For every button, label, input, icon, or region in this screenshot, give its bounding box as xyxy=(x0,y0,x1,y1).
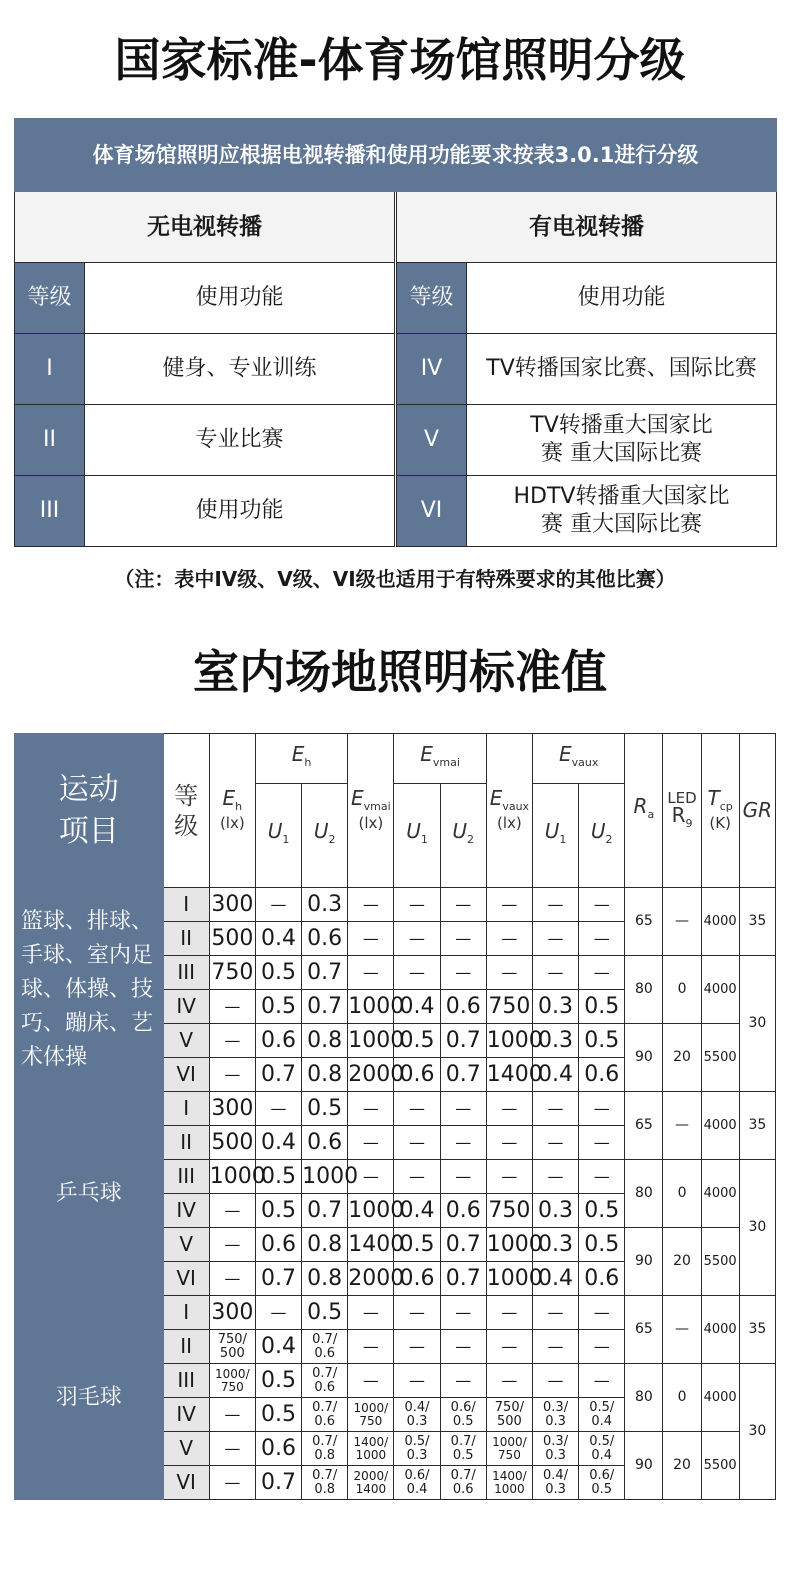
value-cell: — xyxy=(394,956,440,990)
grading-table xyxy=(14,118,777,547)
value-cell: 1000 xyxy=(348,1024,394,1058)
evmai-symbol: E xyxy=(351,785,364,810)
value-cell: 0.6/ 0.5 xyxy=(440,1398,486,1432)
ra-cell: 90 xyxy=(625,1024,663,1092)
grade-cell: IV xyxy=(163,1398,209,1432)
value-cell: — xyxy=(579,1126,625,1160)
evmai-uniformity-header xyxy=(394,734,486,784)
value-cell: — xyxy=(440,1160,486,1194)
tcp-cell: 5500 xyxy=(701,1228,739,1296)
grade-cell: II xyxy=(163,922,209,956)
value-cell: 0.4/ 0.3 xyxy=(394,1398,440,1432)
value-cell: 0.3/ 0.3 xyxy=(532,1398,578,1432)
value-cell: — xyxy=(348,1296,394,1330)
uniformity-u1-header xyxy=(255,784,301,888)
value-cell: — xyxy=(579,956,625,990)
value-cell: 0.3 xyxy=(532,990,578,1024)
uniformity-u1-header xyxy=(394,784,440,888)
value-cell: 0.7/ 0.6 xyxy=(440,1466,486,1500)
ra-cell: 65 xyxy=(625,1296,663,1364)
u-symbol-subscript: 1 xyxy=(282,833,290,846)
value-cell: — xyxy=(440,922,486,956)
page-title: 国家标准-体育场馆照明分级 xyxy=(114,33,686,87)
value-cell: — xyxy=(209,1194,255,1228)
grading-note: （注：表中IV级、V级、VI级也适用于有特殊要求的其他比赛） xyxy=(114,567,676,591)
value-cell: 0.6 xyxy=(255,1228,301,1262)
evmai-symbol-subscript: vmai xyxy=(363,799,391,813)
value-cell: 500 xyxy=(209,922,255,956)
value-cell: — xyxy=(486,1092,532,1126)
value-cell: 750 xyxy=(486,1194,532,1228)
grade-cell: VI xyxy=(163,1466,209,1500)
value-cell: — xyxy=(348,956,394,990)
lighting-standards-table xyxy=(14,733,776,1500)
function-label-left: 使用功能 xyxy=(85,263,395,334)
value-cell: 0.3 xyxy=(302,888,348,922)
value-cell: — xyxy=(486,1330,532,1364)
tcp-cell: 4000 xyxy=(701,888,739,956)
value-cell: — xyxy=(209,1262,255,1296)
value-cell: 1400 xyxy=(486,1058,532,1092)
value-cell: 0.6 xyxy=(302,922,348,956)
value-cell: 0.7 xyxy=(440,1058,486,1092)
value-cell: 0.7/ 0.6 xyxy=(302,1330,348,1364)
value-cell: 0.8 xyxy=(302,1024,348,1058)
r9-symbol: R xyxy=(671,802,686,827)
value-cell: — xyxy=(440,1364,486,1398)
value-cell: 1000/ 750 xyxy=(348,1398,394,1432)
function-cell: HDTV转播重大国家比赛 重大国际比赛 xyxy=(467,476,777,547)
value-cell: 0.5 xyxy=(394,1228,440,1262)
value-cell: 0.6/ 0.4 xyxy=(394,1466,440,1500)
tcp-symbol: T xyxy=(707,785,720,810)
gr-cell: 35 xyxy=(739,1296,775,1364)
eh-symbol: E xyxy=(291,742,305,766)
u-symbol: U xyxy=(452,819,468,843)
grade-cell: IV xyxy=(163,990,209,1024)
value-cell: — xyxy=(532,956,578,990)
value-cell: 0.4 xyxy=(394,1194,440,1228)
value-cell: — xyxy=(348,1330,394,1364)
value-cell: 0.6/ 0.5 xyxy=(579,1466,625,1500)
value-cell: — xyxy=(209,990,255,1024)
grade-cell: I xyxy=(15,334,85,405)
evaux-illuminance-header xyxy=(486,734,532,888)
grade-cell: IV xyxy=(163,1194,209,1228)
value-cell: 500 xyxy=(209,1126,255,1160)
value-cell: — xyxy=(486,1160,532,1194)
value-cell: 0.5 xyxy=(255,1160,301,1194)
value-cell: 0.5/ 0.4 xyxy=(579,1432,625,1466)
value-cell: — xyxy=(348,922,394,956)
value-cell: 0.8 xyxy=(302,1262,348,1296)
value-cell: — xyxy=(348,1092,394,1126)
value-cell: 0.4 xyxy=(532,1262,578,1296)
value-cell: 750/ 500 xyxy=(209,1330,255,1364)
value-cell: 0.5/ 0.3 xyxy=(394,1432,440,1466)
value-cell: 0.7 xyxy=(302,1194,348,1228)
ra-cell: 80 xyxy=(625,1160,663,1228)
grade-cell: V xyxy=(397,405,467,476)
value-cell: — xyxy=(394,1126,440,1160)
value-cell: — xyxy=(579,922,625,956)
value-cell: 0.4 xyxy=(255,1126,301,1160)
value-cell: 0.5 xyxy=(255,990,301,1024)
tcp-cell: 4000 xyxy=(701,1364,739,1432)
value-cell: — xyxy=(486,922,532,956)
ra-cell: 80 xyxy=(625,956,663,1024)
u-symbol: U xyxy=(590,819,606,843)
value-cell: — xyxy=(579,1296,625,1330)
section-title: 室内场地照明标准值 xyxy=(193,645,607,699)
grade-cell: VI xyxy=(397,476,467,547)
value-cell: 2000 xyxy=(348,1058,394,1092)
grade-cell: V xyxy=(163,1228,209,1262)
grade-cell: I xyxy=(163,1296,209,1330)
uniformity-u2-header xyxy=(579,784,625,888)
led-r9-cell: 0 xyxy=(663,1160,701,1228)
value-cell: — xyxy=(394,1092,440,1126)
value-cell: 1000/ 750 xyxy=(209,1364,255,1398)
grade-cell: V xyxy=(163,1024,209,1058)
value-cell: 0.5 xyxy=(302,1092,348,1126)
value-cell: — xyxy=(394,1364,440,1398)
grade-cell: II xyxy=(163,1126,209,1160)
value-cell: — xyxy=(579,1092,625,1126)
u-symbol: U xyxy=(544,819,560,843)
grade-label-left: 等级 xyxy=(15,263,85,334)
tcp-cell: 5500 xyxy=(701,1024,739,1092)
tcp-symbol-subscript: cp xyxy=(719,799,733,813)
value-cell: 0.7 xyxy=(302,990,348,1024)
value-cell: — xyxy=(579,1364,625,1398)
value-cell: — xyxy=(440,1296,486,1330)
value-cell: 0.7 xyxy=(255,1262,301,1296)
value-cell: — xyxy=(394,1160,440,1194)
ra-cell: 80 xyxy=(625,1364,663,1432)
value-cell: — xyxy=(348,1126,394,1160)
value-cell: 0.6 xyxy=(394,1262,440,1296)
value-cell: 0.5 xyxy=(255,1194,301,1228)
ra-symbol: R xyxy=(633,794,648,818)
value-cell: 300 xyxy=(209,888,255,922)
grade-label-right: 等级 xyxy=(397,263,467,334)
value-cell: 1400/ 1000 xyxy=(348,1432,394,1466)
value-cell: 1400/ 1000 xyxy=(486,1466,532,1500)
value-cell: 0.3 xyxy=(532,1194,578,1228)
value-cell: 0.5 xyxy=(579,1024,625,1058)
value-cell: — xyxy=(486,888,532,922)
value-cell: 0.6 xyxy=(579,1262,625,1296)
grade-cell: III xyxy=(163,1160,209,1194)
led-r9-header xyxy=(663,734,701,888)
tcp-cell: 4000 xyxy=(701,956,739,1024)
value-cell: — xyxy=(348,1160,394,1194)
value-cell: — xyxy=(440,888,486,922)
u-symbol-subscript: 2 xyxy=(467,833,475,846)
value-cell: — xyxy=(440,1126,486,1160)
value-cell: 0.4 xyxy=(255,1330,301,1364)
value-cell: 0.7 xyxy=(255,1466,301,1500)
value-cell: — xyxy=(440,956,486,990)
value-cell: 0.5 xyxy=(255,1364,301,1398)
grade-cell: III xyxy=(163,956,209,990)
value-cell: 0.6 xyxy=(255,1432,301,1466)
ra-cell: 90 xyxy=(625,1432,663,1500)
value-cell: 1000 xyxy=(348,990,394,1024)
ra-header xyxy=(625,734,663,888)
u-symbol-subscript: 1 xyxy=(559,833,567,846)
u-symbol-subscript: 2 xyxy=(328,833,336,846)
value-cell: — xyxy=(255,1092,301,1126)
evmai-symbol-subscript: vmai xyxy=(432,756,460,769)
value-cell: — xyxy=(532,1364,578,1398)
evmai-illuminance-header xyxy=(348,734,394,888)
value-cell: 0.5 xyxy=(255,1398,301,1432)
value-cell: 0.7/ 0.5 xyxy=(440,1432,486,1466)
value-cell: — xyxy=(532,922,578,956)
led-r9-cell: — xyxy=(663,1092,701,1160)
value-cell: 0.5 xyxy=(579,1194,625,1228)
grade-header: 等级 xyxy=(163,734,209,888)
led-r9-cell: 0 xyxy=(663,956,701,1024)
value-cell: 0.7 xyxy=(440,1024,486,1058)
grade-cell: II xyxy=(15,405,85,476)
with-tv-header: 有电视转播 xyxy=(397,192,777,263)
value-cell: 0.3/ 0.3 xyxy=(532,1432,578,1466)
value-cell: 0.7 xyxy=(302,956,348,990)
u-symbol: U xyxy=(313,819,329,843)
tcp-cell: 4000 xyxy=(701,1296,739,1364)
evmai-symbol: E xyxy=(420,742,433,766)
led-label: LED xyxy=(667,788,697,807)
grade-cell: III xyxy=(15,476,85,547)
value-cell: 1000 xyxy=(486,1262,532,1296)
tcp-header xyxy=(701,734,739,888)
value-cell: 0.7 xyxy=(440,1262,486,1296)
value-cell: 0.6 xyxy=(440,1194,486,1228)
value-cell: 1000 xyxy=(209,1160,255,1194)
value-cell: 0.7 xyxy=(255,1058,301,1092)
value-cell: 0.7 xyxy=(440,1228,486,1262)
value-cell: — xyxy=(209,1466,255,1500)
value-cell: — xyxy=(209,1058,255,1092)
sport-name: 羽毛球 xyxy=(15,1296,164,1500)
evaux-uniformity-header xyxy=(532,734,624,784)
table-row xyxy=(15,1296,776,1330)
value-cell: — xyxy=(394,922,440,956)
function-cell: 使用功能 xyxy=(85,476,395,547)
value-cell: — xyxy=(209,1228,255,1262)
value-cell: — xyxy=(394,888,440,922)
value-cell: 750 xyxy=(486,990,532,1024)
eh-symbol-subscript: h xyxy=(304,756,312,769)
value-cell: 1000 xyxy=(486,1024,532,1058)
value-cell: 300 xyxy=(209,1296,255,1330)
function-cell: 健身、专业训练 xyxy=(85,334,395,405)
tcp-cell: 4000 xyxy=(701,1092,739,1160)
grade-cell: III xyxy=(163,1364,209,1398)
value-cell: 750 xyxy=(209,956,255,990)
tcp-cell: 5500 xyxy=(701,1432,739,1500)
eh-illuminance-header xyxy=(209,734,255,888)
gr-cell: 30 xyxy=(739,1160,775,1296)
value-cell: — xyxy=(209,1024,255,1058)
value-cell: — xyxy=(394,1330,440,1364)
gr-cell: 30 xyxy=(739,956,775,1092)
value-cell: 0.6 xyxy=(302,1126,348,1160)
ra-symbol-subscript: a xyxy=(647,808,655,821)
function-cell: TV转播重大国家比赛 重大国际比赛 xyxy=(467,405,777,476)
value-cell: 0.5/ 0.4 xyxy=(579,1398,625,1432)
value-cell: 0.5 xyxy=(579,1228,625,1262)
value-cell: 1000 xyxy=(348,1194,394,1228)
value-cell: — xyxy=(532,1330,578,1364)
value-cell: 750/ 500 xyxy=(486,1398,532,1432)
grade-cell: VI xyxy=(163,1058,209,1092)
value-cell: 0.6 xyxy=(255,1024,301,1058)
value-cell: 0.5 xyxy=(302,1296,348,1330)
u-symbol: U xyxy=(267,819,283,843)
grade-cell: II xyxy=(163,1330,209,1364)
led-r9-cell: 20 xyxy=(663,1024,701,1092)
gr-cell: 30 xyxy=(739,1364,775,1500)
u-symbol: U xyxy=(406,819,421,843)
value-cell: 300 xyxy=(209,1092,255,1126)
ra-cell: 90 xyxy=(625,1228,663,1296)
value-cell: 0.6 xyxy=(579,1058,625,1092)
value-cell: 1000/ 750 xyxy=(486,1432,532,1466)
value-cell: 0.5 xyxy=(394,1024,440,1058)
evaux-symbol: E xyxy=(489,785,503,810)
grade-cell: IV xyxy=(397,334,467,405)
r9-symbol-subscript: 9 xyxy=(685,816,693,830)
no-tv-header: 无电视转播 xyxy=(15,192,395,263)
value-cell: 0.7/ 0.6 xyxy=(302,1364,348,1398)
function-cell: 专业比赛 xyxy=(85,405,395,476)
value-cell: 0.4 xyxy=(255,922,301,956)
value-cell: 0.7/ 0.8 xyxy=(302,1432,348,1466)
value-cell: 0.5 xyxy=(255,956,301,990)
value-cell: 1400 xyxy=(348,1228,394,1262)
value-cell: — xyxy=(348,1364,394,1398)
value-cell: — xyxy=(255,888,301,922)
value-cell: — xyxy=(532,1092,578,1126)
value-cell: 0.6 xyxy=(394,1058,440,1092)
ra-cell: 65 xyxy=(625,1092,663,1160)
uniformity-u1-header xyxy=(532,784,578,888)
value-cell: 0.4 xyxy=(394,990,440,1024)
gr-cell: 35 xyxy=(739,888,775,956)
grade-cell: V xyxy=(163,1432,209,1466)
led-r9-cell: 20 xyxy=(663,1228,701,1296)
gr-header: GR xyxy=(739,734,775,888)
grade-cell: VI xyxy=(163,1262,209,1296)
lux-unit: (lx) xyxy=(358,813,384,832)
u-symbol-subscript: 2 xyxy=(605,833,613,846)
value-cell: 0.6 xyxy=(440,990,486,1024)
eh-uniformity-header xyxy=(255,734,347,784)
table-row xyxy=(15,888,776,922)
value-cell: — xyxy=(486,956,532,990)
value-cell: 2000/ 1400 xyxy=(348,1466,394,1500)
led-r9-cell: — xyxy=(663,1296,701,1364)
value-cell: 0.8 xyxy=(302,1228,348,1262)
grade-cell: I xyxy=(163,1092,209,1126)
value-cell: — xyxy=(532,1160,578,1194)
sport-header: 运动项目 xyxy=(15,734,164,888)
value-cell: — xyxy=(486,1126,532,1160)
uniformity-u2-header xyxy=(440,784,486,888)
value-cell: 1000 xyxy=(486,1228,532,1262)
value-cell: 1000 xyxy=(302,1160,348,1194)
sport-name: 篮球、排球、手球、室内足球、体操、技巧、蹦床、艺术体操 xyxy=(15,888,164,1092)
value-cell: 0.8 xyxy=(302,1058,348,1092)
eh-symbol: E xyxy=(222,785,236,810)
eh-symbol-subscript: h xyxy=(235,799,243,813)
gr-cell: 35 xyxy=(739,1092,775,1160)
lux-unit: (lx) xyxy=(497,813,522,832)
evaux-symbol-subscript: vaux xyxy=(571,756,599,769)
led-r9-cell: 20 xyxy=(663,1432,701,1500)
value-cell: 0.4/ 0.3 xyxy=(532,1466,578,1500)
value-cell: — xyxy=(579,888,625,922)
value-cell: — xyxy=(209,1432,255,1466)
value-cell: — xyxy=(532,888,578,922)
value-cell: — xyxy=(579,1330,625,1364)
evaux-symbol: E xyxy=(558,742,572,766)
value-cell: — xyxy=(579,1160,625,1194)
value-cell: — xyxy=(486,1364,532,1398)
kelvin-unit: (K) xyxy=(709,813,731,832)
uniformity-u2-header xyxy=(302,784,348,888)
value-cell: 0.4 xyxy=(532,1058,578,1092)
function-cell: TV转播国家比赛、国际比赛 xyxy=(467,334,777,405)
value-cell: — xyxy=(348,888,394,922)
value-cell: 0.7/ 0.6 xyxy=(302,1398,348,1432)
value-cell: — xyxy=(440,1330,486,1364)
value-cell: 0.3 xyxy=(532,1024,578,1058)
value-cell: 0.3 xyxy=(532,1228,578,1262)
value-cell: — xyxy=(532,1126,578,1160)
value-cell: — xyxy=(394,1296,440,1330)
u-symbol-subscript: 1 xyxy=(420,833,428,846)
grading-banner: 体育场馆照明应根据电视转播和使用功能要求按表3.0.1进行分级 xyxy=(15,119,777,192)
value-cell: 2000 xyxy=(348,1262,394,1296)
value-cell: — xyxy=(255,1296,301,1330)
function-label-right: 使用功能 xyxy=(467,263,777,334)
value-cell: — xyxy=(486,1296,532,1330)
value-cell: 0.7/ 0.8 xyxy=(302,1466,348,1500)
evaux-symbol-subscript: vaux xyxy=(502,799,530,813)
tcp-cell: 4000 xyxy=(701,1160,739,1228)
led-r9-cell: — xyxy=(663,888,701,956)
grade-cell: I xyxy=(163,888,209,922)
ra-cell: 65 xyxy=(625,888,663,956)
value-cell: — xyxy=(532,1296,578,1330)
value-cell: — xyxy=(209,1398,255,1432)
lux-unit: (lx) xyxy=(219,813,245,832)
value-cell: — xyxy=(440,1092,486,1126)
value-cell: 0.5 xyxy=(579,990,625,1024)
led-r9-cell: 0 xyxy=(663,1364,701,1432)
table-row xyxy=(15,1092,776,1126)
sport-name: 乒乓球 xyxy=(15,1092,164,1296)
